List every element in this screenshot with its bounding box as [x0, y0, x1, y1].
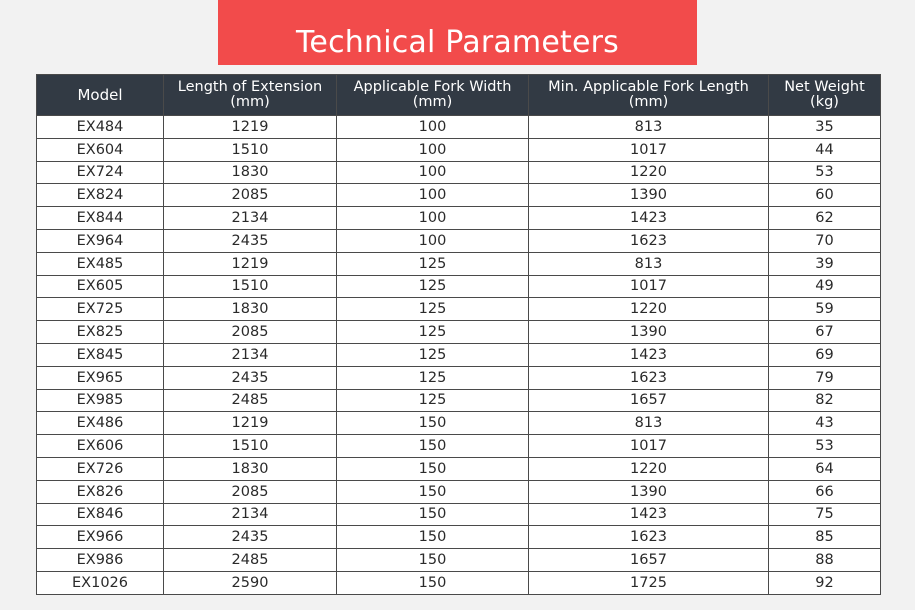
column-header-applicable-fork-width: [337, 75, 529, 116]
table-row: [37, 435, 881, 458]
cell-length-of-extension: 2134: [164, 503, 337, 526]
cell-model: EX484: [37, 116, 164, 139]
cell-length-of-extension: 2085: [164, 184, 337, 207]
table-row: [37, 366, 881, 389]
cell-net-weight: 35: [769, 116, 881, 139]
column-header-model: [37, 75, 164, 116]
cell-model: EX726: [37, 457, 164, 480]
cell-min-fork-length: 1017: [529, 138, 769, 161]
cell-model: EX604: [37, 138, 164, 161]
cell-fork-width: 150: [337, 526, 529, 549]
cell-length-of-extension: 1510: [164, 435, 337, 458]
table-body: [37, 116, 881, 595]
cell-net-weight: 59: [769, 298, 881, 321]
cell-length-of-extension: 2485: [164, 389, 337, 412]
cell-fork-width: 125: [337, 252, 529, 275]
cell-min-fork-length: 1390: [529, 184, 769, 207]
cell-net-weight: 70: [769, 229, 881, 252]
header-unit: (mm): [230, 94, 270, 110]
cell-length-of-extension: 1510: [164, 275, 337, 298]
cell-fork-width: 100: [337, 229, 529, 252]
cell-net-weight: 43: [769, 412, 881, 435]
column-header-length-of-extension: [164, 75, 337, 116]
cell-min-fork-length: 1623: [529, 229, 769, 252]
cell-net-weight: 92: [769, 571, 881, 594]
table-row: [37, 571, 881, 594]
cell-net-weight: 62: [769, 207, 881, 230]
cell-net-weight: 82: [769, 389, 881, 412]
cell-min-fork-length: 1220: [529, 161, 769, 184]
table-row: [37, 138, 881, 161]
cell-length-of-extension: 2590: [164, 571, 337, 594]
cell-model: EX824: [37, 184, 164, 207]
cell-fork-width: 100: [337, 184, 529, 207]
cell-fork-width: 100: [337, 161, 529, 184]
table-row: [37, 343, 881, 366]
cell-model: EX965: [37, 366, 164, 389]
table-row: [37, 252, 881, 275]
cell-net-weight: 66: [769, 480, 881, 503]
cell-min-fork-length: 1423: [529, 207, 769, 230]
cell-min-fork-length: 1220: [529, 457, 769, 480]
cell-fork-width: 100: [337, 207, 529, 230]
cell-net-weight: 53: [769, 435, 881, 458]
cell-model: EX725: [37, 298, 164, 321]
table-row: [37, 298, 881, 321]
table-row: [37, 412, 881, 435]
cell-length-of-extension: 2435: [164, 366, 337, 389]
cell-model: EX845: [37, 343, 164, 366]
cell-net-weight: 69: [769, 343, 881, 366]
cell-net-weight: 53: [769, 161, 881, 184]
table-row: [37, 480, 881, 503]
cell-net-weight: 88: [769, 549, 881, 572]
column-header-min-fork-length: [529, 75, 769, 116]
cell-model: EX724: [37, 161, 164, 184]
table-row: [37, 184, 881, 207]
table-row: [37, 207, 881, 230]
header-row: [37, 75, 881, 116]
cell-fork-width: 100: [337, 138, 529, 161]
cell-model: EX844: [37, 207, 164, 230]
cell-min-fork-length: 1623: [529, 366, 769, 389]
cell-model: EX486: [37, 412, 164, 435]
cell-net-weight: 44: [769, 138, 881, 161]
header-line: Model: [77, 85, 123, 104]
cell-net-weight: 49: [769, 275, 881, 298]
cell-length-of-extension: 2485: [164, 549, 337, 572]
cell-min-fork-length: 1657: [529, 549, 769, 572]
page-title: Technical Parameters: [296, 25, 619, 60]
cell-length-of-extension: 1219: [164, 116, 337, 139]
cell-fork-width: 125: [337, 366, 529, 389]
column-header-net-weight: [769, 75, 881, 116]
cell-net-weight: 85: [769, 526, 881, 549]
cell-model: EX606: [37, 435, 164, 458]
cell-model: EX966: [37, 526, 164, 549]
cell-length-of-extension: 2134: [164, 343, 337, 366]
cell-model: EX846: [37, 503, 164, 526]
cell-net-weight: 64: [769, 457, 881, 480]
cell-length-of-extension: 1830: [164, 298, 337, 321]
cell-model: EX964: [37, 229, 164, 252]
cell-model: EX1026: [37, 571, 164, 594]
table-row: [37, 389, 881, 412]
cell-length-of-extension: 1830: [164, 161, 337, 184]
header-unit: (mm): [628, 94, 669, 110]
table-row: [37, 161, 881, 184]
cell-fork-width: 150: [337, 412, 529, 435]
table-row: [37, 526, 881, 549]
cell-net-weight: 60: [769, 184, 881, 207]
cell-length-of-extension: 2435: [164, 229, 337, 252]
cell-min-fork-length: 1017: [529, 275, 769, 298]
cell-min-fork-length: 1657: [529, 389, 769, 412]
cell-model: EX986: [37, 549, 164, 572]
cell-min-fork-length: 1623: [529, 526, 769, 549]
cell-model: EX605: [37, 275, 164, 298]
cell-min-fork-length: 1017: [529, 435, 769, 458]
cell-min-fork-length: 1725: [529, 571, 769, 594]
table-row: [37, 229, 881, 252]
cell-min-fork-length: 813: [529, 412, 769, 435]
cell-length-of-extension: 2134: [164, 207, 337, 230]
cell-fork-width: 150: [337, 549, 529, 572]
cell-model: EX985: [37, 389, 164, 412]
cell-fork-width: 125: [337, 321, 529, 344]
table-row: [37, 457, 881, 480]
table-row: [37, 503, 881, 526]
cell-fork-width: 125: [337, 343, 529, 366]
cell-fork-width: 125: [337, 275, 529, 298]
cell-length-of-extension: 2085: [164, 480, 337, 503]
cell-net-weight: 67: [769, 321, 881, 344]
cell-fork-width: 150: [337, 503, 529, 526]
table-row: [37, 275, 881, 298]
cell-net-weight: 79: [769, 366, 881, 389]
header-line: Min. Applicable Fork Length: [548, 79, 749, 95]
header-line: Length of Extension: [177, 79, 323, 95]
cell-model: EX826: [37, 480, 164, 503]
cell-length-of-extension: 2085: [164, 321, 337, 344]
cell-length-of-extension: 1830: [164, 457, 337, 480]
cell-fork-width: 125: [337, 298, 529, 321]
cell-model: EX825: [37, 321, 164, 344]
header-unit: (kg): [810, 94, 839, 110]
table-row: [37, 321, 881, 344]
cell-length-of-extension: 1510: [164, 138, 337, 161]
cell-fork-width: 150: [337, 435, 529, 458]
cell-fork-width: 150: [337, 571, 529, 594]
cell-fork-width: 150: [337, 457, 529, 480]
header-line: Net Weight: [784, 79, 865, 95]
cell-fork-width: 125: [337, 389, 529, 412]
header-unit: (mm): [412, 94, 453, 110]
cell-net-weight: 75: [769, 503, 881, 526]
title-banner: [218, 0, 697, 65]
cell-length-of-extension: 1219: [164, 252, 337, 275]
cell-min-fork-length: 1390: [529, 321, 769, 344]
cell-min-fork-length: 813: [529, 116, 769, 139]
cell-length-of-extension: 1219: [164, 412, 337, 435]
cell-model: EX485: [37, 252, 164, 275]
cell-min-fork-length: 1390: [529, 480, 769, 503]
cell-min-fork-length: 1423: [529, 343, 769, 366]
cell-min-fork-length: 1220: [529, 298, 769, 321]
cell-length-of-extension: 2435: [164, 526, 337, 549]
cell-fork-width: 150: [337, 480, 529, 503]
cell-min-fork-length: 813: [529, 252, 769, 275]
cell-min-fork-length: 1423: [529, 503, 769, 526]
table-row: [37, 116, 881, 139]
table-row: [37, 549, 881, 572]
table-header: [37, 75, 881, 116]
cell-net-weight: 39: [769, 252, 881, 275]
technical-parameters-table: [36, 74, 881, 595]
header-line: Applicable Fork Width: [353, 79, 512, 95]
cell-fork-width: 100: [337, 116, 529, 139]
